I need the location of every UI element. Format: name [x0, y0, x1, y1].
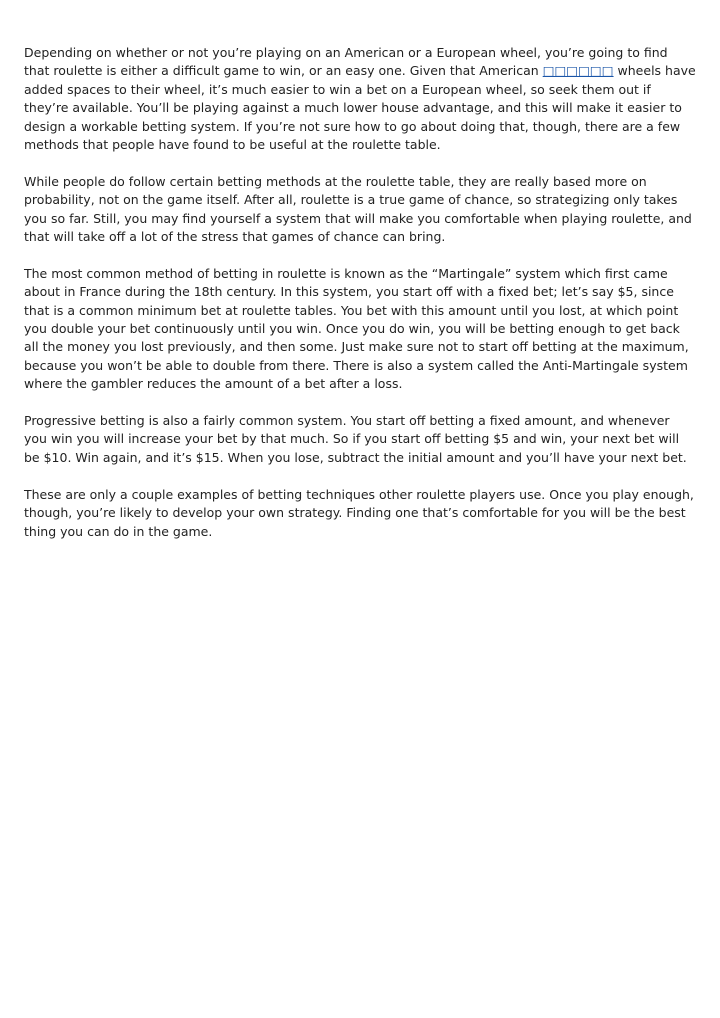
roulette-link[interactable]: □□□□□□ — [542, 63, 614, 79]
paragraph-intro-text-after: wheels have added spaces to their wheel, it’s much easier to win a bet on a European wheel, so seek them out if they’re available. You’ll be playing against a much lower house advantage, and this will make it easier to design a workable betting system. If you’re not sure how to go about doing that, though, there are a few methods that people have found to be useful at the roulette table. — [24, 63, 696, 153]
paragraph-progressive: Progressive betting is also a fairly common system. You start off betting a fixed amount, and whenever you win you will increase your bet by that much. So if you start off betting $5 and win, your next bet will be $10. Win again, and it’s $15. When you lose, subtract the initial amount and you’ll have your next bet. — [24, 413, 687, 465]
paragraph-probability: While people do follow certain betting methods at the roulette table, they are really based more on probability, not on the game itself. After all, roulette is a true game of chance, so strategizing only takes you so far. Still, you may find yourself a system that will make you comfortable when playing roulette, and that will take off a lot of the stress that games of chance can bring. — [24, 173, 692, 245]
paragraph-conclusion: These are only a couple examples of betting techniques other roulette players use. Once you play enough, though, you’re likely to develop your own strategy. Finding one that’s comfortable for you will be the best thing you can do in the game. — [24, 486, 694, 539]
paragraph-intro-text-before: Depending on whether or not you’re playing on an American or a European wheel, you’re going to find that roulette is either a difficult game to win, or an easy one. Given that American — [24, 45, 668, 79]
document-body — [24, 44, 696, 559]
paragraph-martingale: The most common method of betting in roulette is known as the “Martingale” system which first came about in France during the 18th century. In this system, you start off with a fixed bet; let’s say $5, since that is a common minimum bet at roulette tables. You bet with this amount until you lost, at which point you double your bet continuously until you win. Once you do win, you will be betting enough to get back all the money you lost previously, and then some. Just make sure not to start off betting at the maximum, because you won’t be able to double from there. There is also a system called the Anti-Martingale system where the gambler reduces the amount of a bet after a loss. — [24, 265, 689, 392]
paragraph-intro — [24, 44, 696, 154]
